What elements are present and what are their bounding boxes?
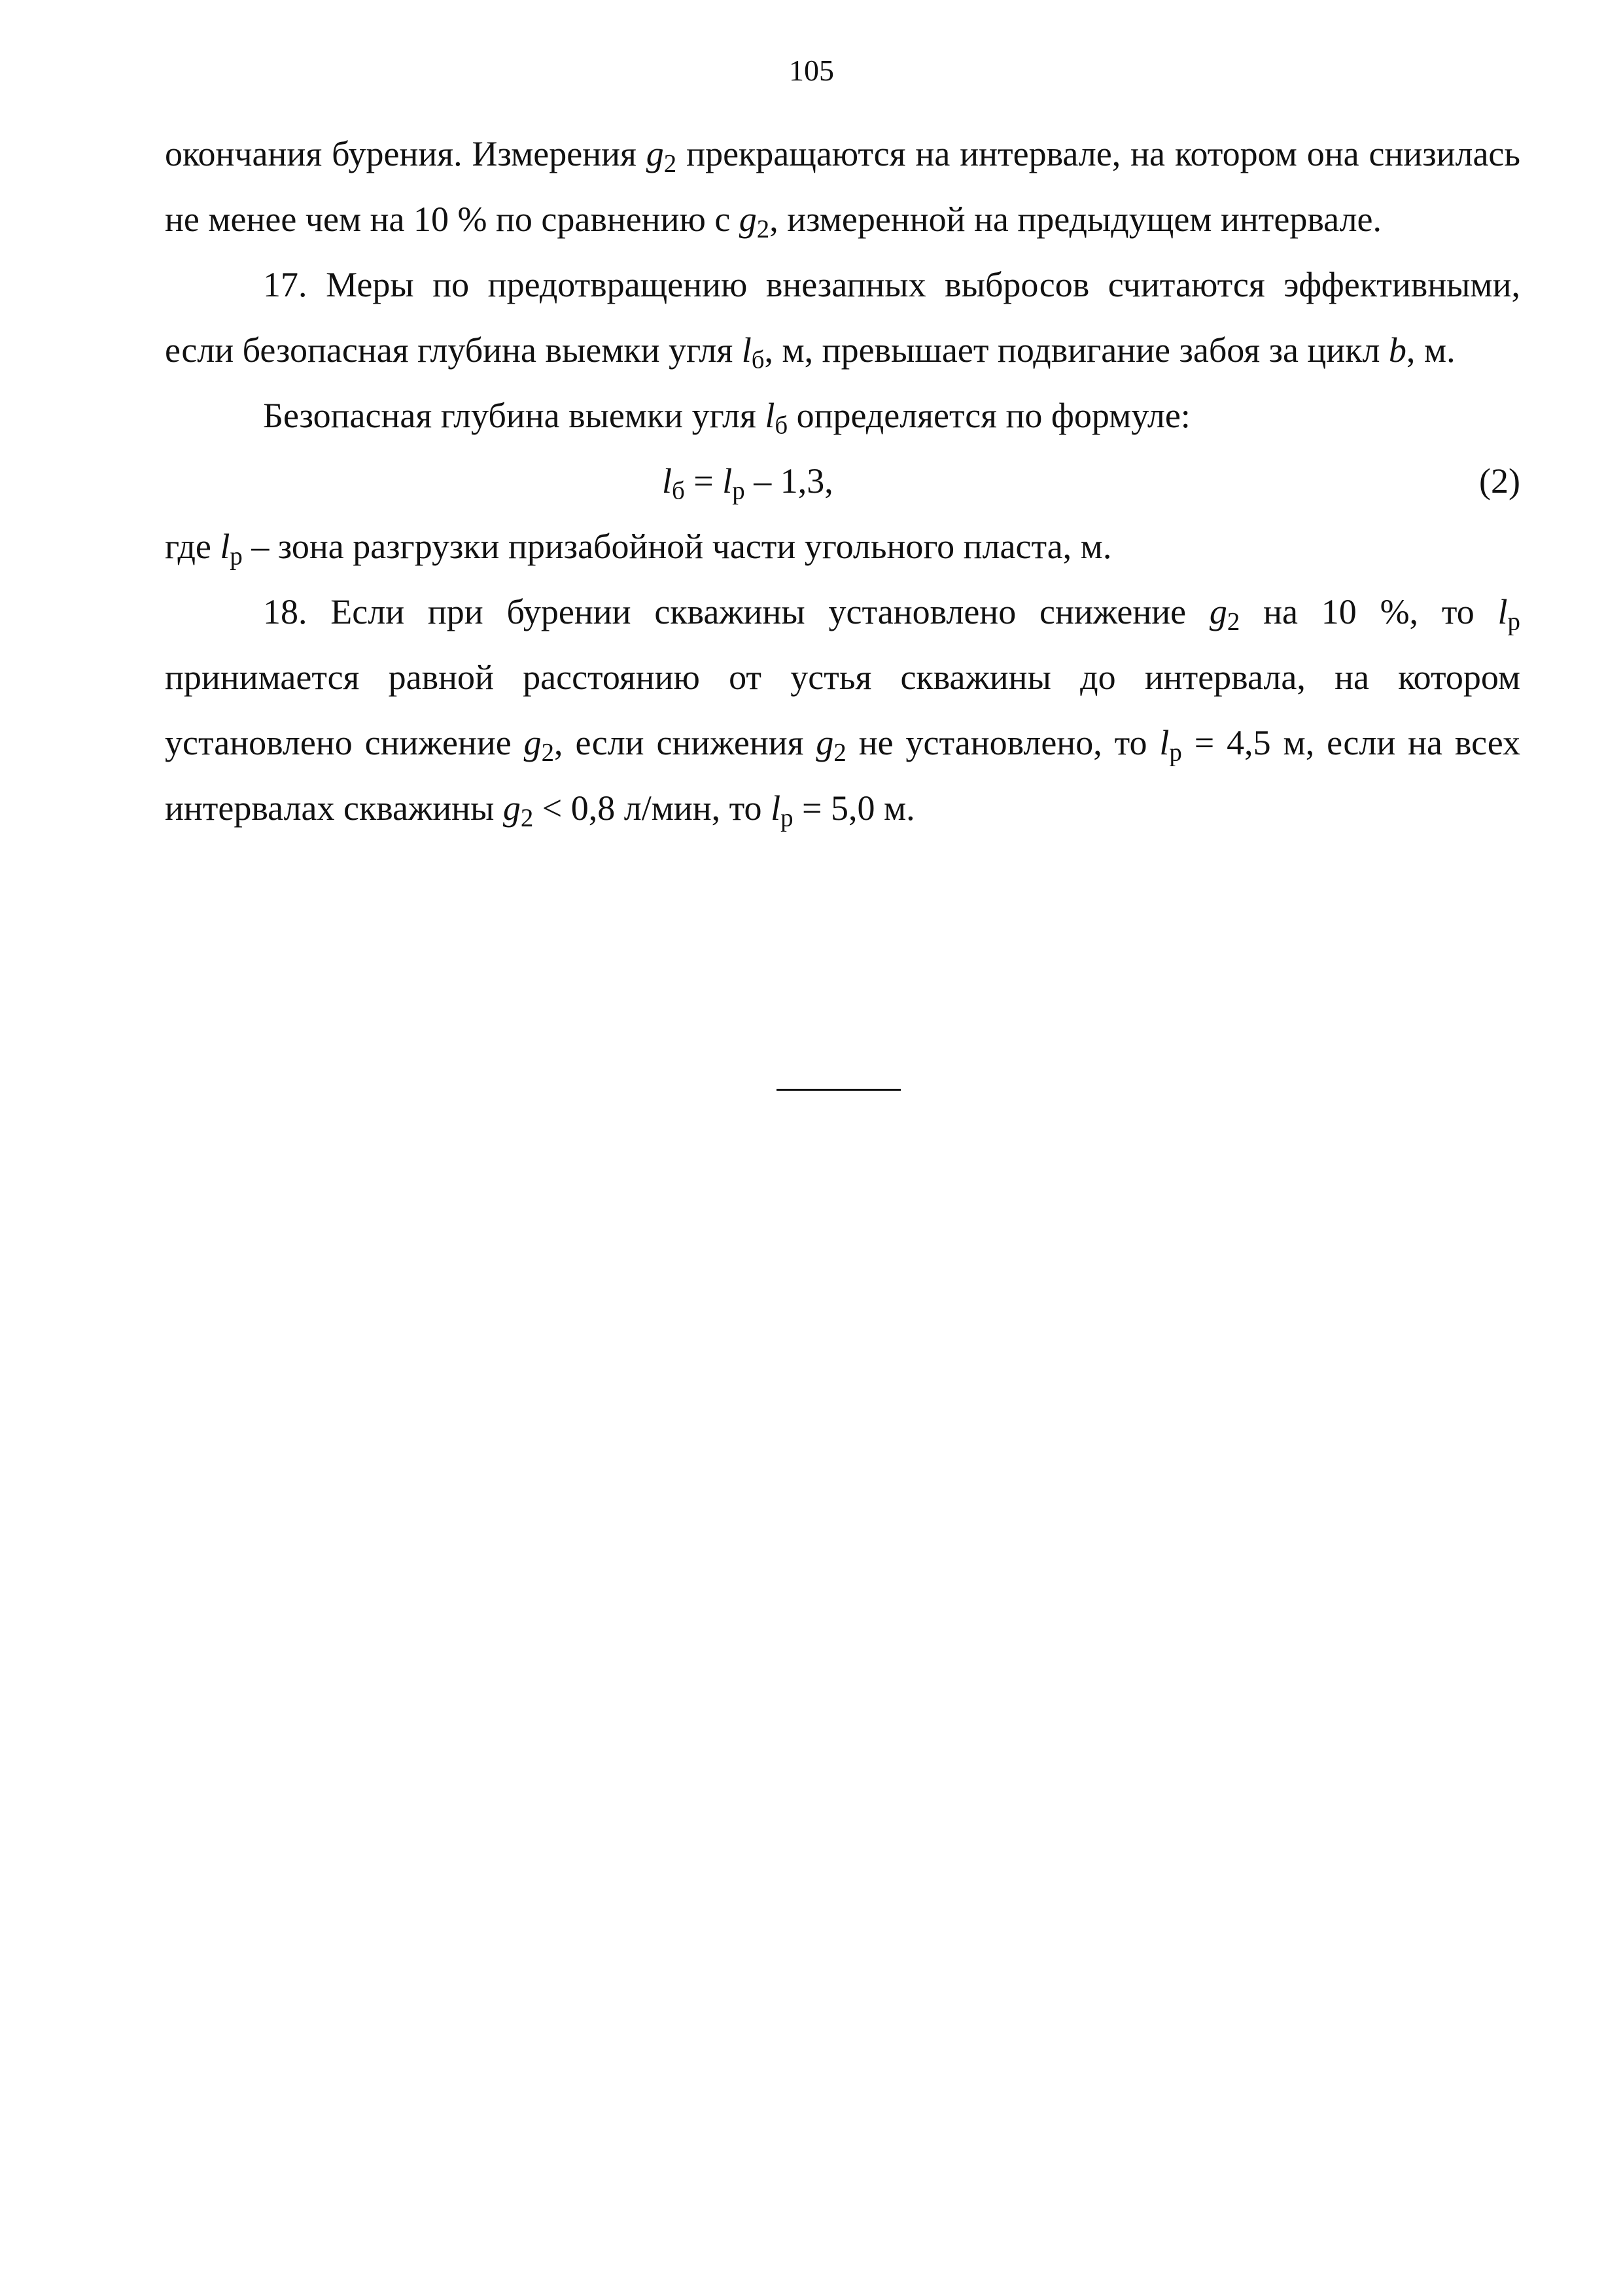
formula-line (165, 448, 1520, 514)
subscript: б (775, 411, 788, 440)
formula (662, 448, 833, 514)
subscript: р (230, 542, 243, 571)
page-content (165, 121, 1520, 841)
variable-g: g (646, 134, 664, 173)
variable-g: g (502, 788, 521, 828)
variable-b: b (1388, 330, 1406, 370)
subscript: 2 (520, 804, 534, 832)
subscript: р (732, 476, 745, 505)
end-separator-line (777, 1089, 901, 1091)
subscript: р (1169, 738, 1182, 767)
formula-number: (2) (1479, 461, 1520, 501)
formula-rest: – 1,3, (744, 461, 833, 501)
text: , м. (1406, 330, 1456, 370)
variable-g: g (739, 200, 757, 239)
variable-l: l (771, 788, 781, 828)
variable-g: g (1209, 592, 1227, 631)
paragraph-drilling-end (165, 121, 1520, 252)
text: , измеренной на предыдущем интервале. (769, 200, 1382, 239)
text: , м, превышает подвигание забоя за цикл (764, 330, 1389, 370)
equals-sign: = (684, 461, 723, 501)
text: прекращаются на интервале, на котором она снизилась не менее чем на 10 % по сравнению с (165, 134, 1521, 239)
variable-l: l (1497, 592, 1508, 631)
paragraph-item-17 (165, 252, 1520, 383)
text: Безопасная глубина выемки угля (263, 396, 765, 435)
text: = 5,0 м. (793, 788, 915, 828)
subscript: 2 (663, 149, 677, 178)
paragraph-formula-legend (165, 514, 1520, 579)
subscript: р (1507, 607, 1520, 636)
text: принимается равной расстоянию от устья скважины до интервала, на котором установлено снижение (165, 658, 1520, 762)
subscript: б (672, 476, 685, 505)
paragraph-item-18 (165, 579, 1520, 841)
subscript: 2 (541, 738, 555, 767)
variable-l: l (765, 396, 775, 435)
subscript: р (780, 804, 794, 832)
paragraph-formula-intro (165, 383, 1520, 448)
text: не установлено, то (846, 723, 1160, 762)
text: 17. Меры по предотвращению внезапных выбросов считаются эффективными, если безопасная глубина выемки угля (165, 265, 1520, 370)
text: – зона разгрузки призабойной части угольного пласта, м. (242, 527, 1112, 566)
subscript: 2 (756, 215, 770, 243)
page-number: 105 (789, 54, 834, 87)
text: на 10 %, то (1240, 592, 1498, 631)
variable-g: g (816, 723, 834, 762)
text: 18. Если при бурении скважины установлено снижение (263, 592, 1210, 631)
subscript: 2 (833, 738, 846, 767)
variable-l: l (1159, 723, 1170, 762)
variable-l: l (722, 461, 733, 501)
variable-g: g (523, 723, 542, 762)
text: где (165, 527, 220, 566)
variable-l: l (741, 330, 752, 370)
subscript: б (751, 345, 765, 374)
variable-l: l (662, 461, 672, 501)
text: определяется по формуле: (788, 396, 1191, 435)
text: < 0,8 л/мин, то (533, 788, 771, 828)
variable-l: l (220, 527, 230, 566)
text: = 4,5 м, если на всех интервалах скважины (165, 723, 1520, 828)
text: окончания бурения. Измерения (165, 134, 646, 173)
subscript: 2 (1227, 607, 1240, 636)
text: , если снижения (554, 723, 816, 762)
